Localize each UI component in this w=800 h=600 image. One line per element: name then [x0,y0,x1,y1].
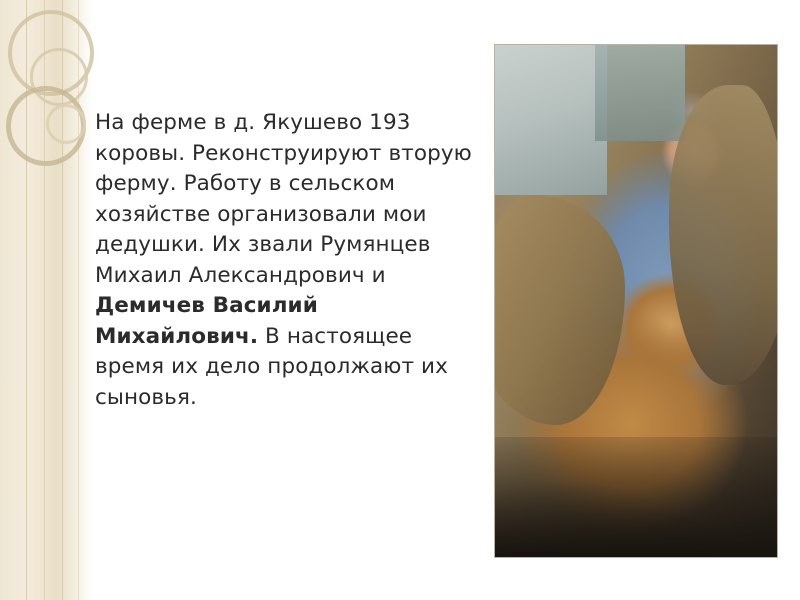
slide-body-text [95,108,480,413]
paragraph-segment-1: На ферме в д. Якушево 193 коровы. Реконструируют вторую ферму. Работу в сельском хозяйстве организовали мои дедушки. Их звали Румянцев Михаил Александрович и [95,110,472,288]
photo-region-foreground-shadow [495,437,777,557]
paragraph-segment-2: В настоящее время их дело продолжают их сыновья. [95,323,448,410]
photo-region-wall [495,45,607,195]
ring-small-icon [46,104,86,144]
photo-man-with-dog [494,44,778,558]
paragraph-segment-bold: Демичев Василий Михайлович. [95,293,318,349]
photo-region-wall-upper-right [595,45,685,141]
